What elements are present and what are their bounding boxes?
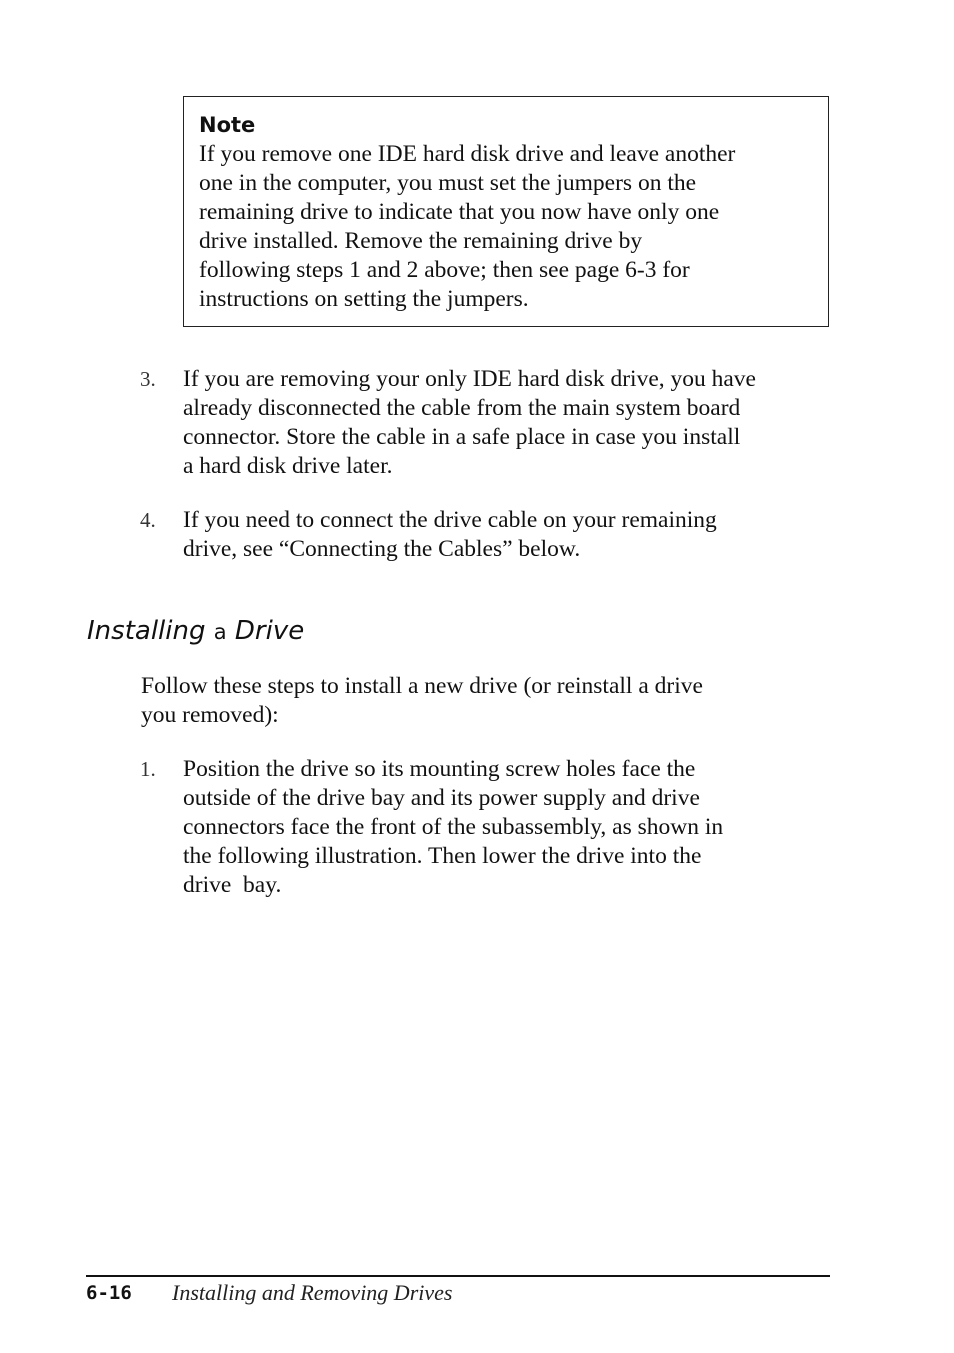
footer-chapter-title: Installing and Removing Drives (172, 1280, 453, 1305)
step-line: outside of the drive bay and its power supply and drive (183, 785, 700, 811)
step-text (183, 755, 723, 900)
step-number: 4. (140, 508, 156, 532)
note-line: remaining drive to indicate that you now have only one (199, 199, 720, 225)
step-line: a hard disk drive later. (183, 453, 393, 479)
intro-line: you removed): (141, 702, 279, 728)
step-text (183, 365, 756, 481)
step-line: already disconnected the cable from the main system board (183, 395, 741, 421)
step-line: the following illustration. Then lower the drive into the (183, 843, 702, 869)
step-number: 1. (140, 757, 156, 781)
step-line: Position the drive so its mounting screw holes face the (183, 756, 696, 782)
note-line: following steps 1 and 2 above; then see page 6-3 for (199, 257, 690, 283)
note-box (183, 96, 829, 327)
footer-page-number: 6-16 (86, 1282, 132, 1304)
step-line: If you need to connect the drive cable on your remaining (183, 507, 717, 533)
heading-word: a (213, 620, 227, 644)
heading-word: Drive (234, 616, 305, 646)
heading-word: Installing (87, 616, 206, 646)
section-heading (87, 614, 304, 649)
intro-line: Follow these steps to install a new drive (or reinstall a drive (141, 673, 703, 699)
step-text (183, 506, 717, 564)
step-line: drive bay. (183, 872, 282, 898)
note-line: If you remove one IDE hard disk drive and leave another (199, 141, 736, 167)
note-title: Note (199, 113, 256, 137)
note-body (199, 140, 818, 314)
note-line: drive installed. Remove the remaining drive by (199, 228, 643, 254)
step-line: connector. Store the cable in a safe place in case you install (183, 424, 741, 450)
note-line: instructions on setting the jumpers. (199, 286, 529, 312)
step-line: If you are removing your only IDE hard disk drive, you have (183, 366, 756, 392)
step-line: connectors face the front of the subassembly, as shown in (183, 814, 724, 840)
step-line: drive, see “Connecting the Cables” below. (183, 536, 581, 562)
section-intro (141, 672, 703, 730)
footer-rule (86, 1275, 830, 1277)
step-number: 3. (140, 367, 156, 391)
note-line: one in the computer, you must set the jumpers on the (199, 170, 697, 196)
